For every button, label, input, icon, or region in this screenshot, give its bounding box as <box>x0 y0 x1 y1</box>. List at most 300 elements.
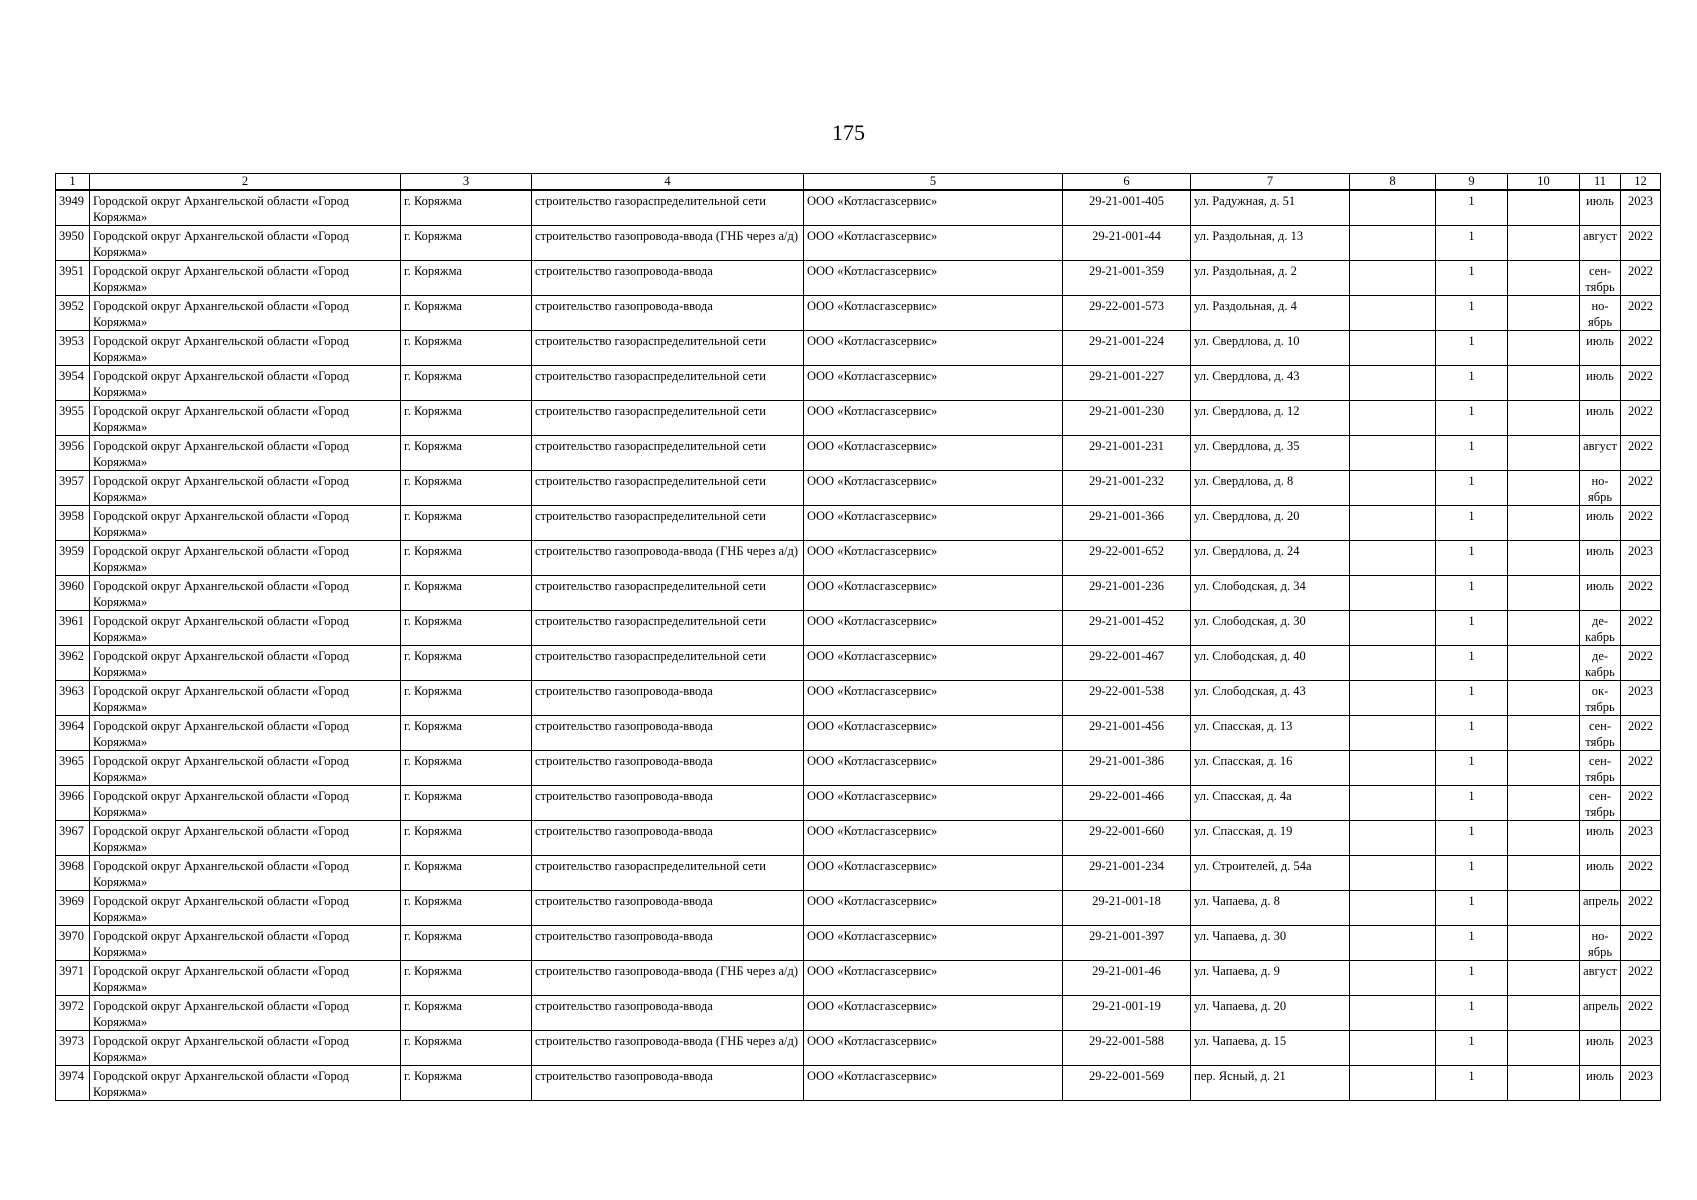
object-code-cell: 29-21-001-44 <box>1063 226 1191 261</box>
organization-cell: ООО «Котласгазсервис» <box>804 681 1063 716</box>
work-type-cell: строительство газораспределительной сети <box>532 646 804 681</box>
month-cell: де-кабрь <box>1580 611 1621 646</box>
column-10-cell <box>1508 261 1580 296</box>
address-cell: ул. Чапаева, д. 9 <box>1191 961 1350 996</box>
municipality-cell: Городской округ Архангельской области «Город Коряжма» <box>90 891 401 926</box>
year-cell: 2022 <box>1621 996 1661 1031</box>
work-type-cell: строительство газораспределительной сети <box>532 436 804 471</box>
organization-cell: ООО «Котласгазсервис» <box>804 541 1063 576</box>
address-cell: ул. Слободская, д. 34 <box>1191 576 1350 611</box>
month-cell: август <box>1580 961 1621 996</box>
row-number: 3966 <box>56 786 90 821</box>
address-cell: ул. Спасская, д. 16 <box>1191 751 1350 786</box>
address-cell: ул. Раздольная, д. 4 <box>1191 296 1350 331</box>
column-header: 6 <box>1063 174 1191 191</box>
locality-cell: г. Коряжма <box>401 506 532 541</box>
municipality-cell: Городской округ Архангельской области «Город Коряжма» <box>90 261 401 296</box>
quantity-cell: 1 <box>1436 786 1508 821</box>
work-type-cell: строительство газопровода-ввода <box>532 891 804 926</box>
municipality-cell: Городской округ Архангельской области «Город Коряжма» <box>90 926 401 961</box>
table-row <box>56 751 1661 786</box>
month-cell: апрель <box>1580 891 1621 926</box>
organization-cell: ООО «Котласгазсервис» <box>804 786 1063 821</box>
organization-cell: ООО «Котласгазсервис» <box>804 891 1063 926</box>
row-number: 3970 <box>56 926 90 961</box>
year-cell: 2022 <box>1621 611 1661 646</box>
row-number: 3960 <box>56 576 90 611</box>
table-row <box>56 1031 1661 1066</box>
year-cell: 2022 <box>1621 961 1661 996</box>
object-code-cell: 29-21-001-397 <box>1063 926 1191 961</box>
locality-cell: г. Коряжма <box>401 926 532 961</box>
municipality-cell: Городской округ Архангельской области «Город Коряжма» <box>90 436 401 471</box>
municipality-cell: Городской округ Архангельской области «Город Коряжма» <box>90 1066 401 1101</box>
column-8-cell <box>1350 856 1436 891</box>
municipality-cell: Городской округ Архангельской области «Город Коряжма» <box>90 996 401 1031</box>
work-type-cell: строительство газопровода-ввода <box>532 786 804 821</box>
column-8-cell <box>1350 296 1436 331</box>
locality-cell: г. Коряжма <box>401 296 532 331</box>
address-cell: ул. Слободская, д. 30 <box>1191 611 1350 646</box>
column-10-cell <box>1508 1031 1580 1066</box>
address-cell: ул. Слободская, д. 43 <box>1191 681 1350 716</box>
year-cell: 2022 <box>1621 436 1661 471</box>
column-8-cell <box>1350 751 1436 786</box>
column-10-cell <box>1508 226 1580 261</box>
quantity-cell: 1 <box>1436 401 1508 436</box>
month-cell: де-кабрь <box>1580 646 1621 681</box>
column-10-cell <box>1508 541 1580 576</box>
row-number: 3951 <box>56 261 90 296</box>
year-cell: 2023 <box>1621 1031 1661 1066</box>
quantity-cell: 1 <box>1436 681 1508 716</box>
month-cell: июль <box>1580 190 1621 226</box>
table-row <box>56 471 1661 506</box>
locality-cell: г. Коряжма <box>401 541 532 576</box>
column-8-cell <box>1350 366 1436 401</box>
object-code-cell: 29-22-001-588 <box>1063 1031 1191 1066</box>
column-8-cell <box>1350 190 1436 226</box>
month-cell: но-ябрь <box>1580 926 1621 961</box>
year-cell: 2022 <box>1621 331 1661 366</box>
organization-cell: ООО «Котласгазсервис» <box>804 996 1063 1031</box>
address-cell: ул. Раздольная, д. 13 <box>1191 226 1350 261</box>
quantity-cell: 1 <box>1436 261 1508 296</box>
municipality-cell: Городской округ Архангельской области «Город Коряжма» <box>90 541 401 576</box>
organization-cell: ООО «Котласгазсервис» <box>804 926 1063 961</box>
work-type-cell: строительство газопровода-ввода <box>532 821 804 856</box>
year-cell: 2022 <box>1621 401 1661 436</box>
column-header: 11 <box>1580 174 1621 191</box>
month-cell: июль <box>1580 1066 1621 1101</box>
table-row <box>56 856 1661 891</box>
work-type-cell: строительство газопровода-ввода <box>532 926 804 961</box>
quantity-cell: 1 <box>1436 296 1508 331</box>
month-cell: июль <box>1580 856 1621 891</box>
column-8-cell <box>1350 331 1436 366</box>
column-8-cell <box>1350 716 1436 751</box>
month-cell: июль <box>1580 506 1621 541</box>
month-cell: июль <box>1580 401 1621 436</box>
address-cell: ул. Спасская, д. 4а <box>1191 786 1350 821</box>
column-10-cell <box>1508 436 1580 471</box>
object-code-cell: 29-22-001-466 <box>1063 786 1191 821</box>
locality-cell: г. Коряжма <box>401 436 532 471</box>
column-8-cell <box>1350 926 1436 961</box>
column-10-cell <box>1508 331 1580 366</box>
work-type-cell: строительство газораспределительной сети <box>532 471 804 506</box>
municipality-cell: Городской округ Архангельской области «Город Коряжма» <box>90 296 401 331</box>
column-10-cell <box>1508 681 1580 716</box>
quantity-cell: 1 <box>1436 331 1508 366</box>
column-10-cell <box>1508 646 1580 681</box>
row-number: 3955 <box>56 401 90 436</box>
quantity-cell: 1 <box>1436 926 1508 961</box>
locality-cell: г. Коряжма <box>401 646 532 681</box>
locality-cell: г. Коряжма <box>401 681 532 716</box>
row-number: 3964 <box>56 716 90 751</box>
month-cell: сен-тябрь <box>1580 786 1621 821</box>
locality-cell: г. Коряжма <box>401 576 532 611</box>
municipality-cell: Городской округ Архангельской области «Город Коряжма» <box>90 576 401 611</box>
municipality-cell: Городской округ Архангельской области «Город Коряжма» <box>90 401 401 436</box>
address-cell: ул. Чапаева, д. 8 <box>1191 891 1350 926</box>
column-10-cell <box>1508 471 1580 506</box>
organization-cell: ООО «Котласгазсервис» <box>804 261 1063 296</box>
year-cell: 2022 <box>1621 471 1661 506</box>
municipality-cell: Городской округ Архангельской области «Город Коряжма» <box>90 821 401 856</box>
work-type-cell: строительство газопровода-ввода <box>532 716 804 751</box>
municipality-cell: Городской округ Архангельской области «Город Коряжма» <box>90 190 401 226</box>
quantity-cell: 1 <box>1436 436 1508 471</box>
column-header: 3 <box>401 174 532 191</box>
table-row <box>56 926 1661 961</box>
locality-cell: г. Коряжма <box>401 961 532 996</box>
organization-cell: ООО «Котласгазсервис» <box>804 366 1063 401</box>
column-8-cell <box>1350 471 1436 506</box>
row-number: 3962 <box>56 646 90 681</box>
year-cell: 2022 <box>1621 506 1661 541</box>
organization-cell: ООО «Котласгазсервис» <box>804 716 1063 751</box>
work-type-cell: строительство газопровода-ввода <box>532 996 804 1031</box>
table-row <box>56 261 1661 296</box>
organization-cell: ООО «Котласгазсервис» <box>804 331 1063 366</box>
work-type-cell: строительство газораспределительной сети <box>532 331 804 366</box>
locality-cell: г. Коряжма <box>401 1031 532 1066</box>
row-number: 3963 <box>56 681 90 716</box>
column-10-cell <box>1508 1066 1580 1101</box>
municipality-cell: Городской округ Архангельской области «Город Коряжма» <box>90 611 401 646</box>
work-type-cell: строительство газопровода-ввода (ГНБ через а/д) <box>532 226 804 261</box>
column-10-cell <box>1508 751 1580 786</box>
organization-cell: ООО «Котласгазсервис» <box>804 961 1063 996</box>
address-cell: ул. Чапаева, д. 15 <box>1191 1031 1350 1066</box>
column-8-cell <box>1350 611 1436 646</box>
column-8-cell <box>1350 681 1436 716</box>
address-cell: ул. Слободская, д. 40 <box>1191 646 1350 681</box>
address-cell: ул. Свердлова, д. 43 <box>1191 366 1350 401</box>
month-cell: июль <box>1580 1031 1621 1066</box>
quantity-cell: 1 <box>1436 611 1508 646</box>
object-code-cell: 29-22-001-660 <box>1063 821 1191 856</box>
organization-cell: ООО «Котласгазсервис» <box>804 226 1063 261</box>
work-type-cell: строительство газораспределительной сети <box>532 576 804 611</box>
column-8-cell <box>1350 261 1436 296</box>
object-code-cell: 29-21-001-359 <box>1063 261 1191 296</box>
month-cell: август <box>1580 436 1621 471</box>
municipality-cell: Городской округ Архангельской области «Город Коряжма» <box>90 331 401 366</box>
column-10-cell <box>1508 506 1580 541</box>
year-cell: 2023 <box>1621 681 1661 716</box>
table-row <box>56 401 1661 436</box>
column-number-row <box>56 174 1661 191</box>
column-header: 7 <box>1191 174 1350 191</box>
object-code-cell: 29-21-001-232 <box>1063 471 1191 506</box>
month-cell: апрель <box>1580 996 1621 1031</box>
quantity-cell: 1 <box>1436 891 1508 926</box>
municipality-cell: Городской округ Архангельской области «Город Коряжма» <box>90 856 401 891</box>
year-cell: 2022 <box>1621 786 1661 821</box>
column-header: 5 <box>804 174 1063 191</box>
table-row <box>56 716 1661 751</box>
object-code-cell: 29-22-001-538 <box>1063 681 1191 716</box>
quantity-cell: 1 <box>1436 856 1508 891</box>
table-row <box>56 1066 1661 1101</box>
column-header: 12 <box>1621 174 1661 191</box>
table-row <box>56 436 1661 471</box>
month-cell: но-ябрь <box>1580 296 1621 331</box>
year-cell: 2023 <box>1621 1066 1661 1101</box>
table-row <box>56 821 1661 856</box>
organization-cell: ООО «Котласгазсервис» <box>804 856 1063 891</box>
table-row <box>56 296 1661 331</box>
work-type-cell: строительство газораспределительной сети <box>532 366 804 401</box>
quantity-cell: 1 <box>1436 821 1508 856</box>
address-cell: ул. Свердлова, д. 35 <box>1191 436 1350 471</box>
table-row <box>56 891 1661 926</box>
municipality-cell: Городской округ Архангельской области «Город Коряжма» <box>90 681 401 716</box>
locality-cell: г. Коряжма <box>401 1066 532 1101</box>
column-10-cell <box>1508 961 1580 996</box>
row-number: 3959 <box>56 541 90 576</box>
table-row <box>56 190 1661 226</box>
work-type-cell: строительство газопровода-ввода (ГНБ через а/д) <box>532 961 804 996</box>
year-cell: 2022 <box>1621 646 1661 681</box>
row-number: 3974 <box>56 1066 90 1101</box>
column-8-cell <box>1350 401 1436 436</box>
row-number: 3961 <box>56 611 90 646</box>
column-8-cell <box>1350 506 1436 541</box>
object-code-cell: 29-21-001-19 <box>1063 996 1191 1031</box>
month-cell: но-ябрь <box>1580 471 1621 506</box>
work-type-cell: строительство газораспределительной сети <box>532 401 804 436</box>
year-cell: 2023 <box>1621 541 1661 576</box>
object-code-cell: 29-21-001-224 <box>1063 331 1191 366</box>
column-8-cell <box>1350 891 1436 926</box>
address-cell: ул. Чапаева, д. 30 <box>1191 926 1350 961</box>
column-8-cell <box>1350 226 1436 261</box>
row-number: 3956 <box>56 436 90 471</box>
row-number: 3952 <box>56 296 90 331</box>
locality-cell: г. Коряжма <box>401 401 532 436</box>
locality-cell: г. Коряжма <box>401 891 532 926</box>
column-10-cell <box>1508 821 1580 856</box>
year-cell: 2022 <box>1621 751 1661 786</box>
month-cell: июль <box>1580 331 1621 366</box>
work-type-cell: строительство газопровода-ввода <box>532 261 804 296</box>
column-10-cell <box>1508 401 1580 436</box>
address-cell: ул. Строителей, д. 54а <box>1191 856 1350 891</box>
table-row <box>56 961 1661 996</box>
organization-cell: ООО «Котласгазсервис» <box>804 1066 1063 1101</box>
municipality-cell: Городской округ Архангельской области «Город Коряжма» <box>90 716 401 751</box>
address-cell: ул. Свердлова, д. 8 <box>1191 471 1350 506</box>
month-cell: июль <box>1580 541 1621 576</box>
object-code-cell: 29-21-001-236 <box>1063 576 1191 611</box>
locality-cell: г. Коряжма <box>401 716 532 751</box>
column-header: 2 <box>90 174 401 191</box>
object-code-cell: 29-22-001-573 <box>1063 296 1191 331</box>
organization-cell: ООО «Котласгазсервис» <box>804 471 1063 506</box>
work-type-cell: строительство газораспределительной сети <box>532 506 804 541</box>
locality-cell: г. Коряжма <box>401 226 532 261</box>
table-body <box>56 190 1661 1101</box>
address-cell: ул. Свердлова, д. 24 <box>1191 541 1350 576</box>
row-number: 3973 <box>56 1031 90 1066</box>
locality-cell: г. Коряжма <box>401 856 532 891</box>
row-number: 3957 <box>56 471 90 506</box>
column-8-cell <box>1350 961 1436 996</box>
quantity-cell: 1 <box>1436 226 1508 261</box>
column-10-cell <box>1508 716 1580 751</box>
month-cell: сен-тябрь <box>1580 716 1621 751</box>
locality-cell: г. Коряжма <box>401 821 532 856</box>
month-cell: июль <box>1580 366 1621 401</box>
object-code-cell: 29-21-001-405 <box>1063 190 1191 226</box>
address-cell: ул. Раздольная, д. 2 <box>1191 261 1350 296</box>
column-header: 8 <box>1350 174 1436 191</box>
page-number: 175 <box>832 120 865 145</box>
quantity-cell: 1 <box>1436 541 1508 576</box>
locality-cell: г. Коряжма <box>401 611 532 646</box>
quantity-cell: 1 <box>1436 576 1508 611</box>
organization-cell: ООО «Котласгазсервис» <box>804 1031 1063 1066</box>
year-cell: 2022 <box>1621 226 1661 261</box>
object-code-cell: 29-21-001-366 <box>1063 506 1191 541</box>
table-row <box>56 576 1661 611</box>
column-8-cell <box>1350 1066 1436 1101</box>
table-row <box>56 226 1661 261</box>
organization-cell: ООО «Котласгазсервис» <box>804 296 1063 331</box>
organization-cell: ООО «Котласгазсервис» <box>804 821 1063 856</box>
row-number: 3971 <box>56 961 90 996</box>
address-cell: ул. Свердлова, д. 12 <box>1191 401 1350 436</box>
object-code-cell: 29-22-001-467 <box>1063 646 1191 681</box>
organization-cell: ООО «Котласгазсервис» <box>804 751 1063 786</box>
locality-cell: г. Коряжма <box>401 996 532 1031</box>
address-cell: ул. Радужная, д. 51 <box>1191 190 1350 226</box>
year-cell: 2023 <box>1621 821 1661 856</box>
table-row <box>56 506 1661 541</box>
column-header: 1 <box>56 174 90 191</box>
table-row <box>56 611 1661 646</box>
quantity-cell: 1 <box>1436 471 1508 506</box>
column-8-cell <box>1350 576 1436 611</box>
table-row <box>56 541 1661 576</box>
locality-cell: г. Коряжма <box>401 331 532 366</box>
object-code-cell: 29-21-001-386 <box>1063 751 1191 786</box>
municipality-cell: Городской округ Архангельской области «Город Коряжма» <box>90 226 401 261</box>
locality-cell: г. Коряжма <box>401 786 532 821</box>
column-8-cell <box>1350 646 1436 681</box>
municipality-cell: Городской округ Архангельской области «Город Коряжма» <box>90 786 401 821</box>
month-cell: сен-тябрь <box>1580 751 1621 786</box>
address-cell: пер. Ясный, д. 21 <box>1191 1066 1350 1101</box>
table-row <box>56 331 1661 366</box>
table-row <box>56 366 1661 401</box>
column-10-cell <box>1508 576 1580 611</box>
object-code-cell: 29-22-001-652 <box>1063 541 1191 576</box>
quantity-cell: 1 <box>1436 716 1508 751</box>
address-cell: ул. Чапаева, д. 20 <box>1191 996 1350 1031</box>
table-row <box>56 786 1661 821</box>
year-cell: 2022 <box>1621 891 1661 926</box>
municipality-cell: Городской округ Архангельской области «Город Коряжма» <box>90 1031 401 1066</box>
column-8-cell <box>1350 436 1436 471</box>
quantity-cell: 1 <box>1436 996 1508 1031</box>
column-10-cell <box>1508 891 1580 926</box>
row-number: 3954 <box>56 366 90 401</box>
column-10-cell <box>1508 926 1580 961</box>
municipality-cell: Городской округ Архангельской области «Город Коряжма» <box>90 751 401 786</box>
row-number: 3968 <box>56 856 90 891</box>
column-8-cell <box>1350 786 1436 821</box>
quantity-cell: 1 <box>1436 366 1508 401</box>
organization-cell: ООО «Котласгазсервис» <box>804 190 1063 226</box>
locality-cell: г. Коряжма <box>401 261 532 296</box>
municipality-cell: Городской округ Архангельской области «Город Коряжма» <box>90 366 401 401</box>
work-type-cell: строительство газопровода-ввода (ГНБ через а/д) <box>532 1031 804 1066</box>
address-cell: ул. Спасская, д. 13 <box>1191 716 1350 751</box>
work-type-cell: строительство газопровода-ввода <box>532 296 804 331</box>
quantity-cell: 1 <box>1436 506 1508 541</box>
organization-cell: ООО «Котласгазсервис» <box>804 401 1063 436</box>
row-number: 3969 <box>56 891 90 926</box>
row-number: 3958 <box>56 506 90 541</box>
column-10-cell <box>1508 856 1580 891</box>
row-number: 3949 <box>56 190 90 226</box>
month-cell: ок-тябрь <box>1580 681 1621 716</box>
year-cell: 2023 <box>1621 190 1661 226</box>
year-cell: 2022 <box>1621 716 1661 751</box>
year-cell: 2022 <box>1621 576 1661 611</box>
work-type-cell: строительство газораспределительной сети <box>532 190 804 226</box>
address-cell: ул. Свердлова, д. 10 <box>1191 331 1350 366</box>
locality-cell: г. Коряжма <box>401 190 532 226</box>
locality-cell: г. Коряжма <box>401 751 532 786</box>
quantity-cell: 1 <box>1436 961 1508 996</box>
municipality-cell: Городской округ Архангельской области «Город Коряжма» <box>90 961 401 996</box>
year-cell: 2022 <box>1621 366 1661 401</box>
quantity-cell: 1 <box>1436 751 1508 786</box>
month-cell: июль <box>1580 821 1621 856</box>
municipality-cell: Городской округ Архангельской области «Город Коряжма» <box>90 646 401 681</box>
column-10-cell <box>1508 996 1580 1031</box>
organization-cell: ООО «Котласгазсервис» <box>804 611 1063 646</box>
locality-cell: г. Коряжма <box>401 366 532 401</box>
work-type-cell: строительство газопровода-ввода <box>532 751 804 786</box>
column-header: 10 <box>1508 174 1580 191</box>
